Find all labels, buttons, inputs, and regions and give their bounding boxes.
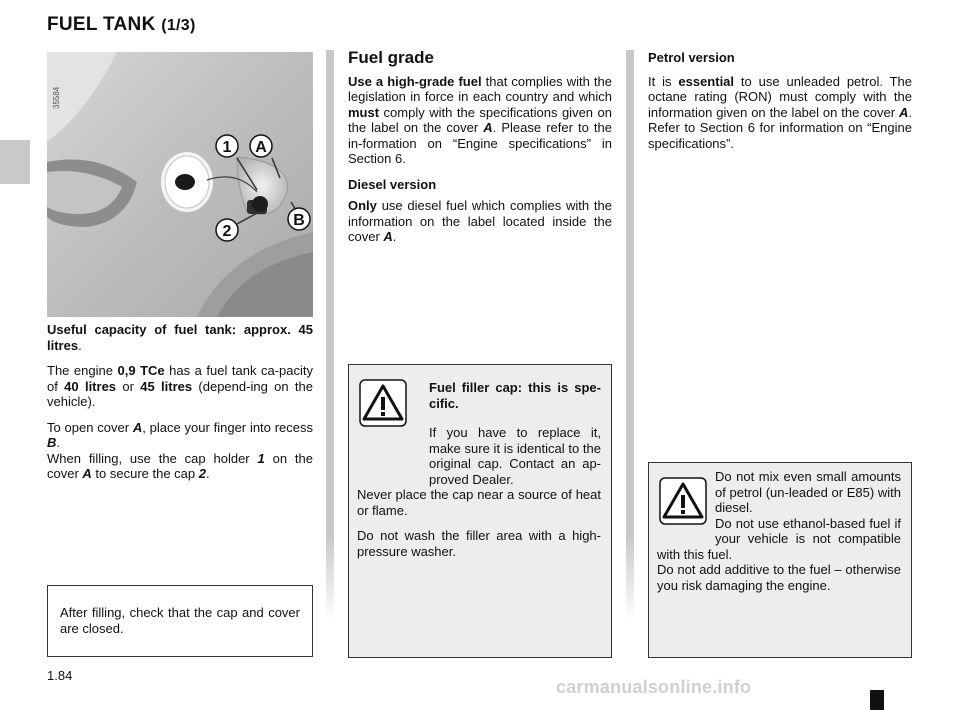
fuel-grade-heading: Fuel grade xyxy=(348,48,434,67)
callout-a-label: A xyxy=(255,139,267,156)
page-title xyxy=(47,14,196,36)
warning-box-fuel-mix xyxy=(648,462,912,658)
note-text: After filling, check that the cap and cover are closed. xyxy=(60,605,300,636)
warning1-top xyxy=(429,380,601,419)
warning-icon xyxy=(359,379,407,427)
diesel-paragraph: Only use diesel fuel which complies with the information on the label located inside the cover A. xyxy=(348,198,612,244)
title-part: (1/3) xyxy=(161,17,196,34)
callout-1-label: 1 xyxy=(222,139,232,156)
diesel-title: Diesel version xyxy=(348,176,437,192)
capacity-section xyxy=(47,322,313,492)
image-code: 35584 xyxy=(52,86,61,109)
open-cover-paragraph: To open cover A, place your finger into recess B. When filling, use the cap holder 1 on the cover A to secure the cap 2. xyxy=(47,419,313,481)
callout-b-label: B xyxy=(293,212,305,229)
capacity-paragraph: Useful capacity of fuel tank: approx. 45 litres. xyxy=(47,322,313,353)
recess-b xyxy=(175,174,195,190)
warning-box-cap xyxy=(348,364,612,658)
warning1-p1b: Never place the cap near a source of heat or flame. xyxy=(357,487,601,518)
fuel-grade-paragraph: Use a high-grade fuel that complies with the legislation in force in each country and which must comply with the specifications given on the label on the cover A. Please refer to the in-formation on “Engine specifications” in Section 6. xyxy=(348,73,613,166)
warning1-p2: Do not wash the filler area with a high-pressure washer. xyxy=(357,528,601,559)
footer-watermark: carmanualsonline.info xyxy=(556,677,752,697)
petrol-title: Petrol version xyxy=(648,50,735,65)
title-text: FUEL TANK xyxy=(47,14,156,35)
petrol-section xyxy=(648,50,912,161)
warning1-title: Fuel filler cap: this is spe-cific. xyxy=(429,380,601,411)
fuel-grade-section xyxy=(348,50,612,255)
column-divider-2 xyxy=(626,50,634,620)
corner-mark xyxy=(870,690,884,710)
fuel-filler-illustration xyxy=(47,52,313,317)
section-tab xyxy=(0,140,30,184)
note-box xyxy=(47,585,313,657)
warning1-p1: If you have to replace it, make sure it is identical to the original cap. Contact an ap-proved Dealer. xyxy=(429,425,601,487)
warning1-body xyxy=(357,425,601,569)
warning2-text3: Do not add additive to the fuel – otherwise you risk damaging the engine. xyxy=(657,562,901,593)
warning2-text1: Do not mix even small amounts of petrol (un-leaded or E85) with diesel. xyxy=(715,469,901,515)
warning2-text2: Do not use ethanol-based fuel if your vehicle is not compatible with this fuel. xyxy=(657,515,901,562)
page-number: 1.84 xyxy=(47,668,73,683)
callout-2-label: 2 xyxy=(222,223,232,240)
icon-spacer xyxy=(657,469,715,533)
petrol-paragraph: It is essential to use unleaded petrol. The octane rating (RON) must comply with the information given on the label on the cover A. Refer to Section 6 for information on “Engine specifications”. xyxy=(648,73,913,151)
icon-spacer xyxy=(357,425,429,473)
fuel-cap xyxy=(252,196,268,212)
warning2-body xyxy=(657,469,901,593)
engine-paragraph: The engine 0,9 TCe has a fuel tank ca-pacity of 40 litres or 45 litres (depend-ing on the vehicle). xyxy=(47,363,313,409)
column-divider-1 xyxy=(326,50,334,620)
